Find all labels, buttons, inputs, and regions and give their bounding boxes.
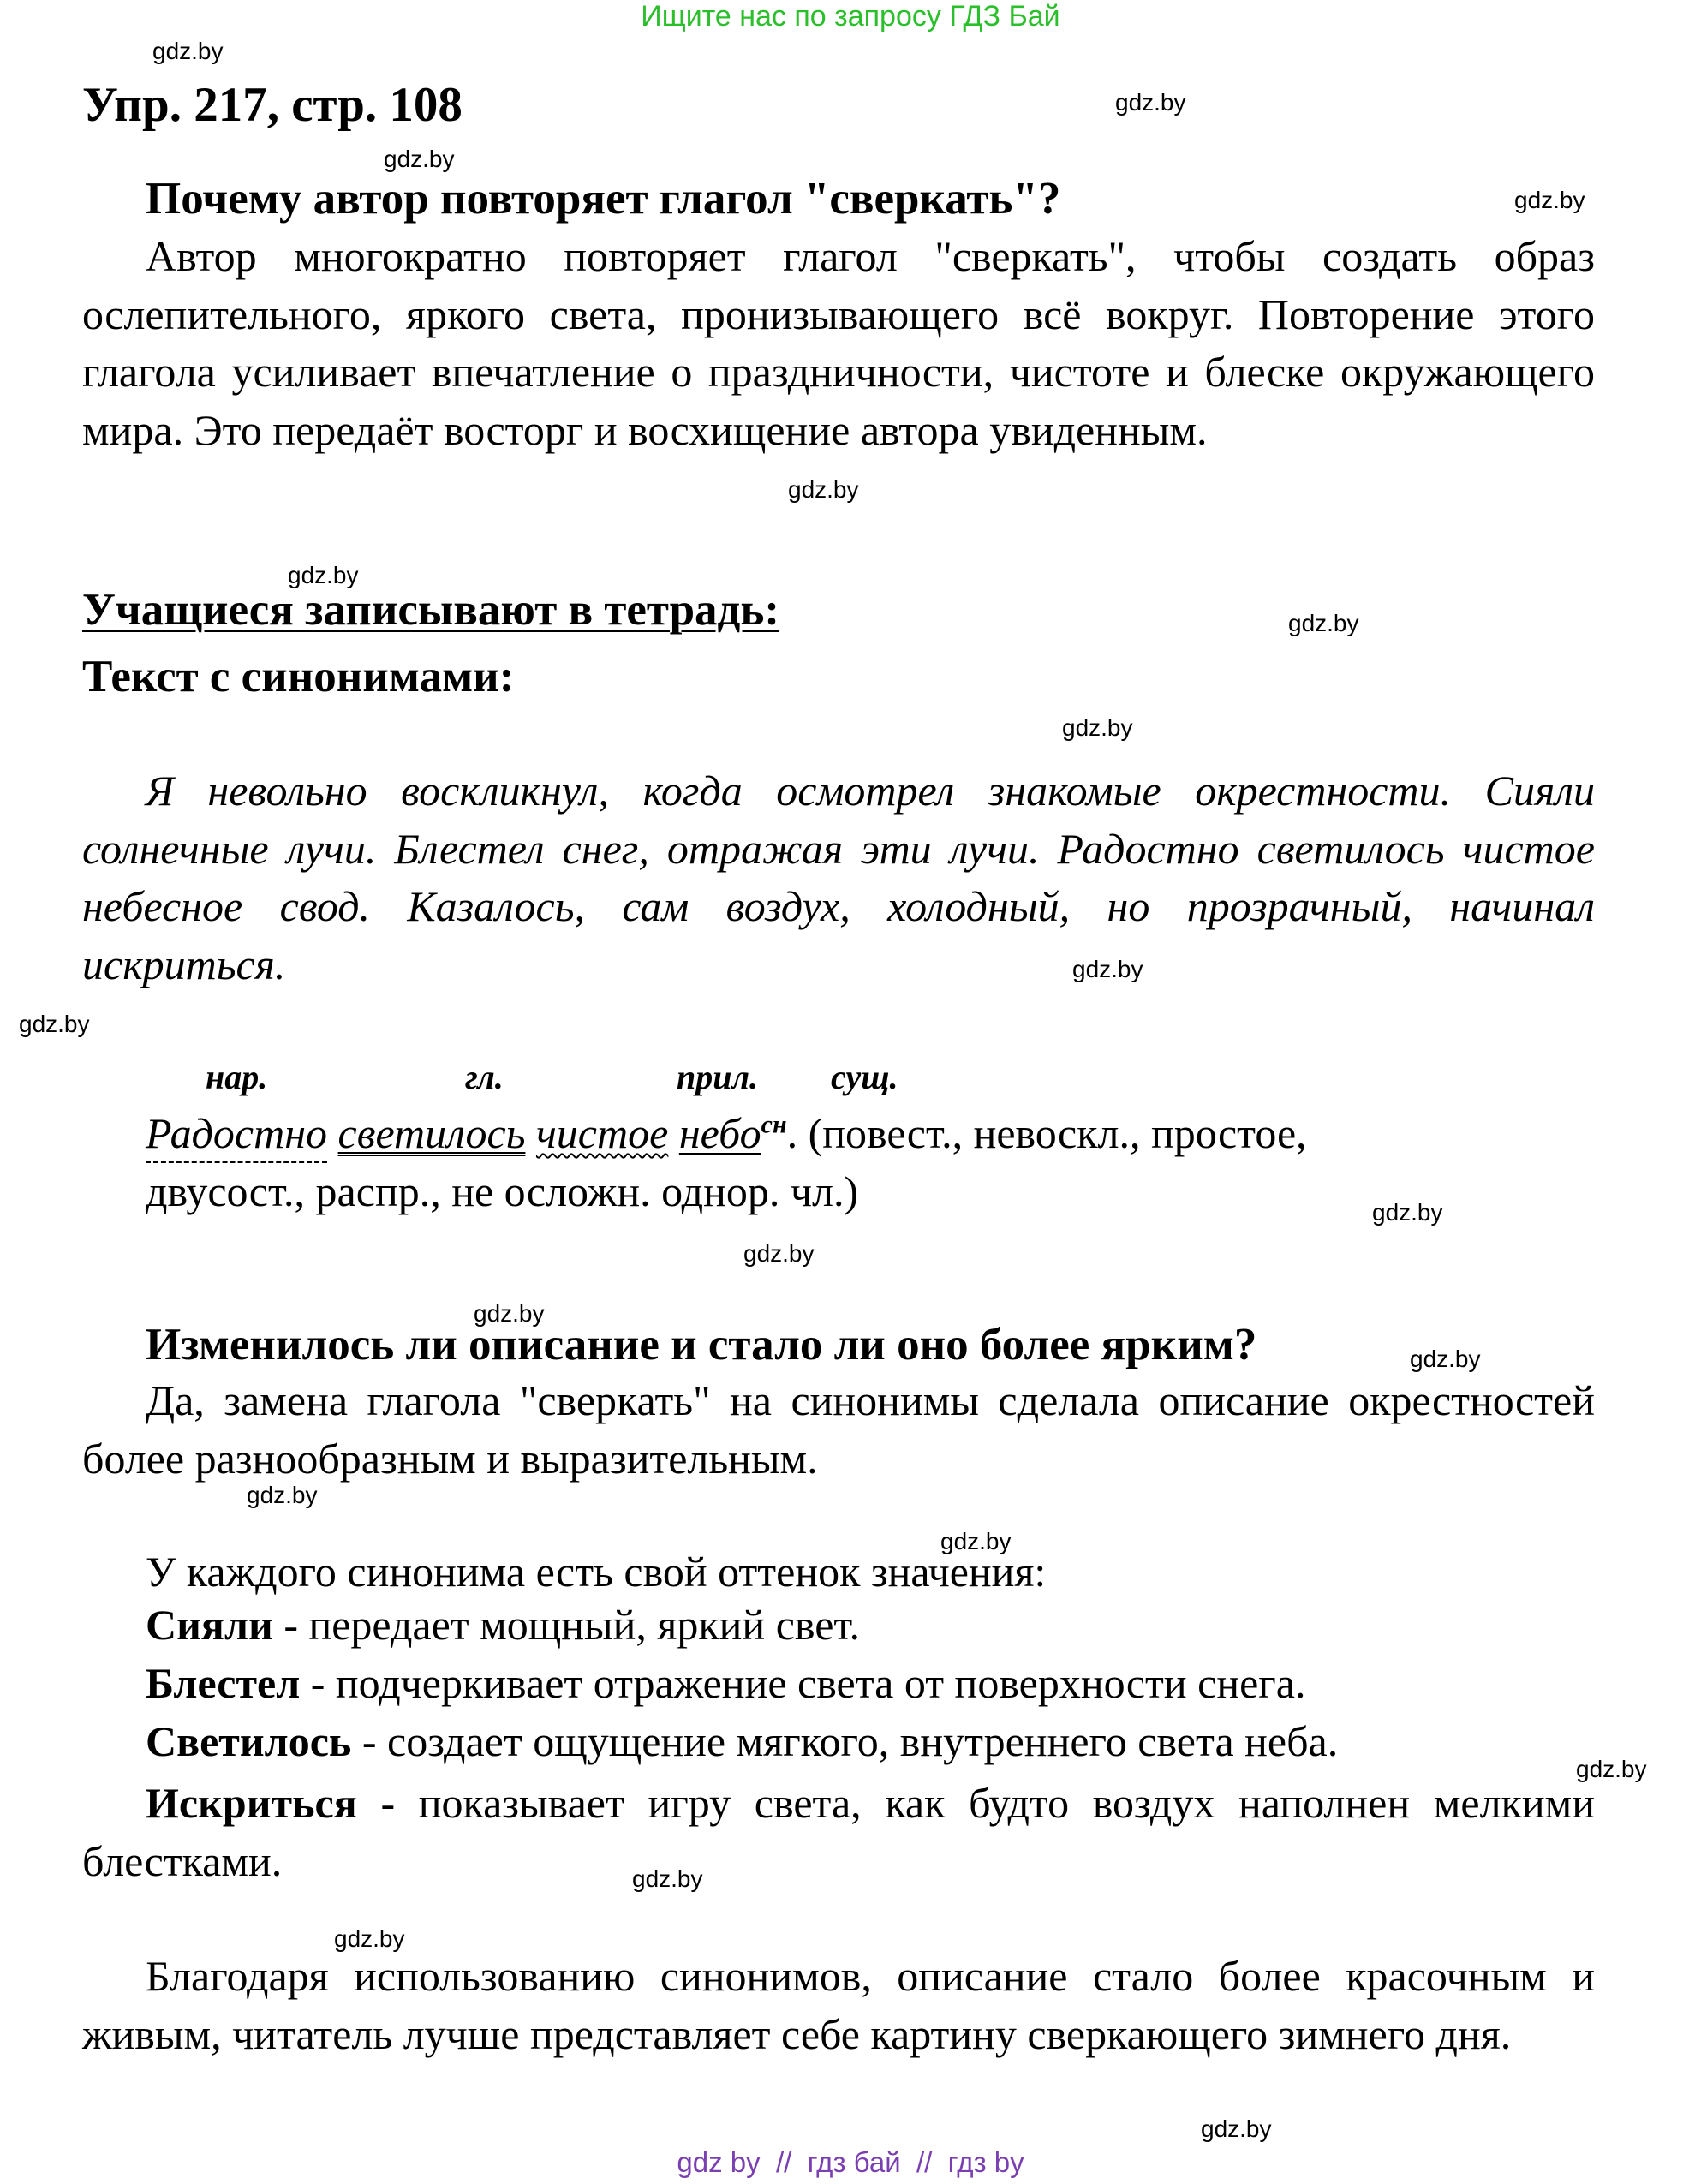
shades-intro: У каждого синонима есть свой оттенок значения: xyxy=(146,1548,1047,1596)
synonym-item xyxy=(146,1716,1338,1766)
watermark: gdz.by xyxy=(384,146,455,172)
parse-word-adverb: Радостно xyxy=(146,1109,327,1163)
synonym-text-heading: Текст с синонимами: xyxy=(82,652,515,701)
watermark: gdz.by xyxy=(1072,956,1143,982)
watermark: gdz.by xyxy=(1576,1756,1647,1782)
pos-label-adverb: нар. xyxy=(206,1058,268,1096)
synonym-item xyxy=(82,1775,1595,1890)
synonym-desc: - передает мощный, яркий свет. xyxy=(272,1601,860,1649)
pos-label-verb: гл. xyxy=(465,1058,504,1096)
watermark: gdz.by xyxy=(1288,610,1359,636)
top-banner[interactable] xyxy=(0,0,1701,33)
exercise-heading: Упр. 217, стр. 108 xyxy=(82,78,463,132)
question-1: Почему автор повторяет глагол "сверкать"? xyxy=(146,174,1061,224)
synonym-word: Сияли xyxy=(146,1601,273,1649)
parse-word-verb: светилось xyxy=(337,1109,526,1157)
watermark: gdz.by xyxy=(334,1925,405,1952)
watermark: gdz.by xyxy=(1062,714,1133,741)
parsed-sentence-line-1 xyxy=(146,1105,1595,1163)
watermark: gdz.by xyxy=(632,1865,703,1892)
watermark: gdz.by xyxy=(19,1011,90,1037)
synonym-desc: - подчеркивает отражение света от поверхности снега. xyxy=(300,1659,1306,1707)
notebook-heading: Учащиеся записывают в тетрадь: xyxy=(82,585,780,635)
parse-rest-line-1: . (повест., невоскл., простое, xyxy=(786,1109,1307,1157)
watermark: gdz.by xyxy=(474,1300,545,1327)
watermark: gdz.by xyxy=(152,38,224,64)
question-2: Изменилось ли описание и стало ли оно более ярким? xyxy=(146,1320,1257,1369)
parse-rest-line-2: двусост., распр., не осложн. однор. чл.) xyxy=(146,1167,859,1215)
watermark: gdz.by xyxy=(288,562,359,588)
watermark: gdz.by xyxy=(788,476,859,503)
parse-superscript: сн xyxy=(761,1110,787,1139)
synonym-desc: - создает ощущение мягкого, внутреннего света неба. xyxy=(351,1717,1339,1765)
watermark: gdz.by xyxy=(1201,2115,1272,2142)
watermark: gdz.by xyxy=(1514,187,1585,213)
answer-2: Да, замена глагола "сверкать" на синонимы сделала описание окрестностей более разнообразным и выразительным. xyxy=(82,1376,1595,1483)
synonym-word: Светилось xyxy=(146,1717,352,1765)
parse-word-noun: небо xyxy=(678,1109,761,1157)
pos-label-adjective: прил. xyxy=(677,1058,759,1096)
pos-label-noun: сущ. xyxy=(831,1058,898,1096)
synonym-desc: - показывает игру света, как будто воздух наполнен мелкими блестками. xyxy=(82,1779,1595,1885)
watermark: gdz.by xyxy=(1115,89,1186,116)
watermark: gdz.by xyxy=(940,1528,1012,1554)
synonym-word: Блестел xyxy=(146,1659,301,1707)
parsed-sentence-main xyxy=(146,1105,1307,1163)
top-banner-text[interactable]: Ищите нас по запросу ГДЗ Бай xyxy=(641,0,1060,33)
bottom-banner[interactable] xyxy=(0,2146,1701,2179)
synonym-item xyxy=(146,1600,860,1650)
watermark: gdz.by xyxy=(1410,1346,1481,1372)
bottom-banner-text[interactable]: gdz by // гдз бай // гдз by xyxy=(677,2146,1024,2178)
conclusion: Благодаря использованию синонимов, описание стало более красочным и живым, читатель лучше представляет себе картину сверкающего зимнего дня. xyxy=(82,1952,1595,2058)
watermark: gdz.by xyxy=(247,1482,318,1508)
synonym-text: Я невольно воскликнул, когда осмотрел знакомые окрестности. Сияли солнечные лучи. Блестел снег, отражая эти лучи. Радостно светилось чистое небесное свод. Казалось, сам воздух, холодный, но прозрачный, начинал искриться. xyxy=(82,767,1595,988)
watermark: gdz.by xyxy=(1372,1199,1443,1226)
watermark: gdz.by xyxy=(743,1240,815,1267)
answer-1: Автор многократно повторяет глагол "сверкать", чтобы создать образ ослепительного, яркого света, пронизывающего всё вокруг. Повторение этого глагола усиливает впечатление о праздничности, чистоте и блеске окружающего мира. Это передаёт восторг и восхищение автора увиденным. xyxy=(82,232,1595,454)
parse-word-adjective: чистое xyxy=(535,1109,669,1157)
synonym-item xyxy=(146,1658,1305,1708)
synonym-word: Искриться xyxy=(146,1779,357,1827)
